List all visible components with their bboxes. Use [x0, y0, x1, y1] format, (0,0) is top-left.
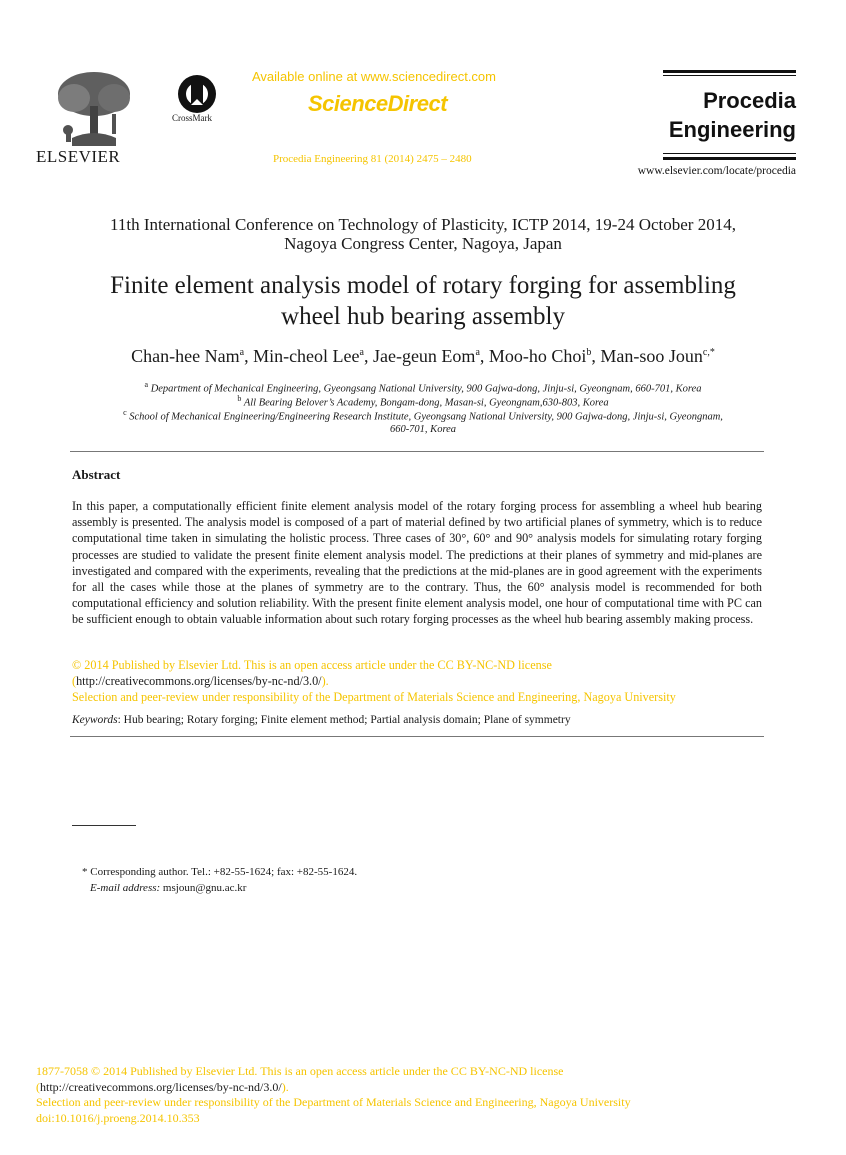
abstract-license-link-line	[72, 673, 772, 689]
paren-close: ).	[321, 674, 329, 688]
affiliation-text: All Bearing Belover’s Academy, Bongam-dong, Masan-si, Gyeongnam,630-803, Korea	[243, 397, 609, 409]
doi[interactable]: doi:10.1016/j.proeng.2014.10.353	[36, 1110, 200, 1125]
journal-name-line1: Procedia	[703, 88, 796, 113]
affiliation-sup: a	[144, 380, 149, 389]
author-sup: b	[586, 347, 592, 358]
author-list: Chan-hee Nam$^a$, Min-cheol Lee$^a$, Jae-geun Eom$^a$, Moo-ho Choi$^b$, Man-soo Joun$^{c,*}$	[131, 346, 715, 366]
journal-website[interactable]: www.elsevier.com/locate/procedia	[637, 165, 796, 177]
affiliation-sup: b	[237, 394, 242, 403]
conference-line1: 11th International Conference on Technology of Plasticity, ICTP 2014, 19-24 October 2014,	[110, 215, 736, 234]
abstract-heading: Abstract	[72, 467, 121, 482]
bottom-license-line1: 1877-7058 © 2014 Published by Elsevier Ltd. This is an open access article under the CC BY-NC-ND license	[36, 1064, 564, 1078]
affiliation-text-cont: 660-701, Korea	[389, 423, 457, 435]
affiliation-text: Department of Mechanical Engineering, Gyeongsang National University, 900 Gajwa-dong, Jinju-si, Gyeongnam, 660-701, Korea	[150, 383, 702, 395]
author-sup: c,*	[702, 347, 715, 358]
abstract-license-line1: © 2014 Published by Elsevier Ltd. This is an open access article under the CC BY-NC-ND license	[72, 658, 552, 672]
paren-close: ).	[281, 1079, 289, 1094]
keywords-text: : Hub bearing; Rotary forging; Finite element method; Partial analysis domain; Plane of symmetry	[117, 714, 571, 726]
email-label: E-mail address:	[90, 882, 161, 894]
available-online-text: Available online at www.sciencedirect.com	[252, 69, 496, 84]
bottom-license-link-line	[36, 1080, 796, 1096]
keywords	[72, 714, 571, 726]
abstract-top-rule	[70, 451, 764, 452]
journal-name-line2: Engineering	[668, 117, 796, 142]
journal-rule-bottom	[663, 157, 796, 160]
sciencedirect-logo: ScienceDirect	[308, 91, 448, 116]
crossmark-label: CrossMark	[172, 113, 212, 123]
abstract-body: In this paper, a computationally efficient finite element analysis model of the rotary forging process for assembling a wheel hub bearing assembly is presented. The analysis model is composed of a part of material defined by two artificial planes of symmetry, which is to reduce computational time taken in simulating the holistic process. Three cases of 30°, 60° and 90° analysis models for simulating rotary forging processes are studied to validate the present finite element analysis model. The predictions at their planes of symmetry and mid-planes are investigated and compared with the experiments, revealing that the predictions at the mid-planes are in good agreement with the experiments for all the cases while those at the planes of symmetry are to the contrary. Thus, the 60° analysis model is recommended for both computational efficiency and solution reliability. With the present finite element analysis model, one hour of computational time with PC can be sufficient enough to obtain valuable information about such rotary forging processes as the wheel hub bearing assembly making process.	[72, 499, 762, 627]
author-sup: a	[359, 347, 364, 358]
paper-title	[60, 270, 786, 332]
journal-name	[663, 86, 796, 144]
paren-open: (	[36, 1079, 40, 1094]
journal-rule-top-thin	[663, 75, 796, 76]
author-name: Moo-ho Choi	[488, 346, 587, 366]
footnote-email	[90, 880, 246, 896]
journal-reference: Procedia Engineering 81 (2014) 2475 – 2480	[273, 153, 472, 165]
conference-info	[60, 215, 786, 253]
license-link[interactable]: http://creativecommons.org/licenses/by-nc-nd/3.0/	[76, 674, 322, 688]
title-line2: wheel hub bearing assembly	[281, 303, 565, 330]
affiliation-sup: c	[123, 408, 127, 417]
journal-rule-bottom-thin	[663, 153, 796, 154]
bottom-license-link[interactable]: http://creativecommons.org/licenses/by-nc-nd/3.0/	[40, 1079, 282, 1094]
abstract-bottom-rule	[70, 736, 764, 737]
author-name: Min-cheol Lee	[253, 346, 360, 366]
affiliation-c	[60, 407, 786, 436]
email-address[interactable]: msjoun@gnu.ac.kr	[160, 882, 247, 894]
author-name: Jae-geun Eom	[372, 346, 476, 366]
author-sup: a	[239, 347, 245, 358]
abstract-license-line3: Selection and peer-review under responsibility of the Department of Materials Science and Engineering, Nagoya University	[72, 690, 676, 704]
footnote-corresponding: * Corresponding author. Tel.: +82-55-1624; fax: +82-55-1624.	[82, 866, 358, 878]
keywords-label: Keywords	[72, 714, 118, 726]
journal-rule-top	[663, 70, 796, 73]
bottom-license	[36, 1064, 796, 1126]
author-name: Man-soo Joun	[600, 346, 703, 366]
bottom-license-line3: Selection and peer-review under responsibility of the Department of Materials Science and Engineering, Nagoya University	[36, 1095, 631, 1109]
author-sup: a	[475, 347, 480, 358]
affiliation-text: School of Mechanical Engineering/Engineering Research Institute, Gyeongsang National University, 900 Gajwa-dong, Jinju-si, Gyeongnam,	[129, 411, 723, 423]
author-name: Chan-hee Nam	[131, 346, 240, 366]
conference-line2: Nagoya Congress Center, Nagoya, Japan	[284, 234, 562, 253]
publisher-name: ELSEVIER	[36, 147, 121, 166]
paren-open: (	[72, 674, 77, 688]
footnote-rule	[72, 825, 136, 826]
title-line1: Finite element analysis model of rotary forging for assembling	[110, 272, 736, 299]
